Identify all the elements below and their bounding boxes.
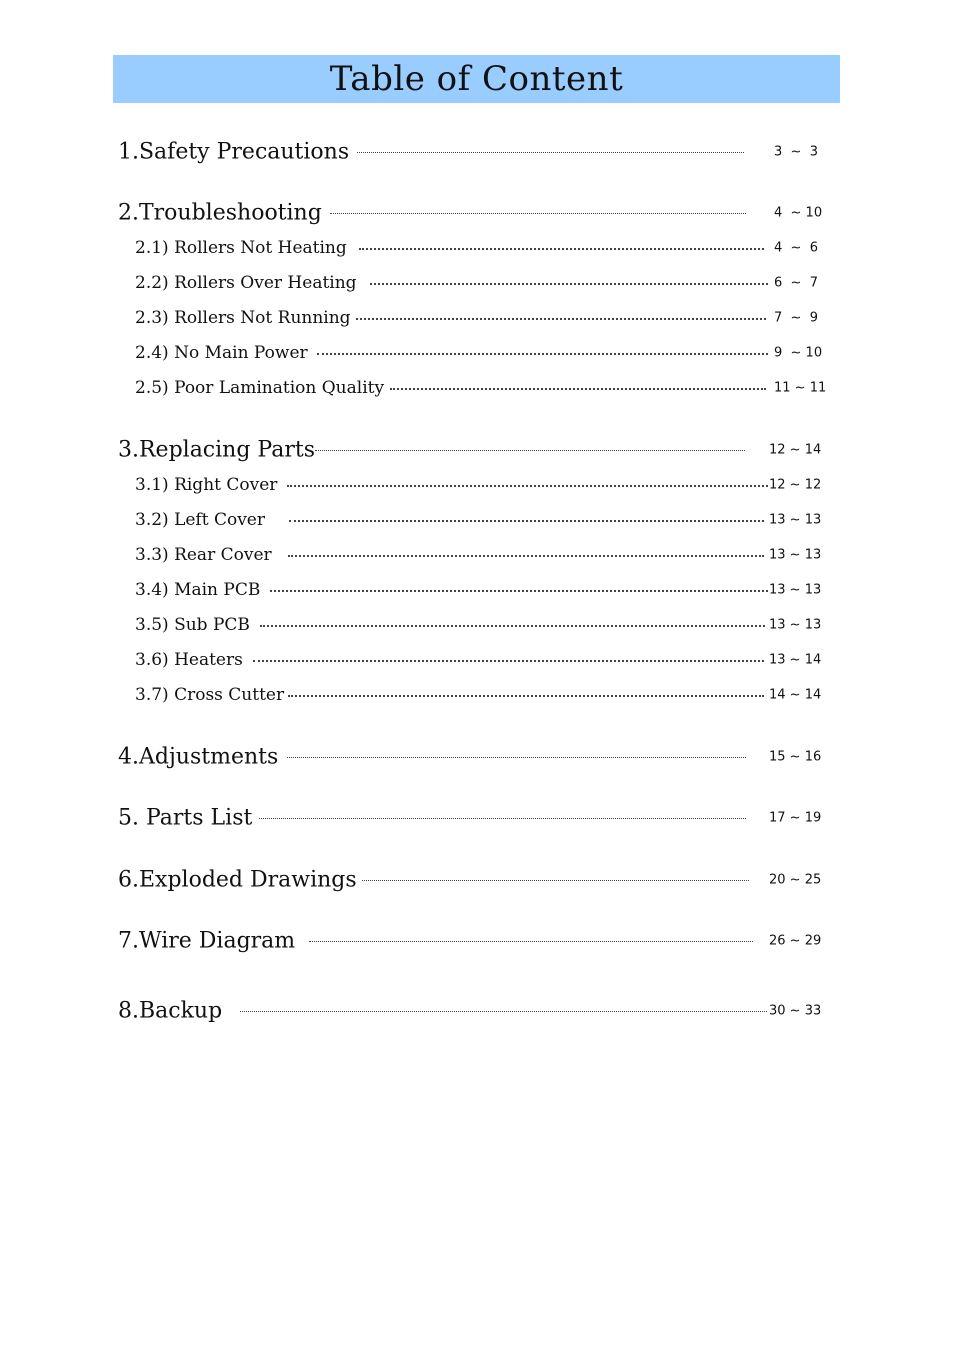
toc-entry-label: 3.5) Sub PCB	[135, 615, 250, 635]
toc-leader-dots	[287, 757, 746, 758]
toc-entry-label: 8.Backup	[118, 998, 223, 1024]
toc-entry-label: 3.1) Right Cover	[135, 475, 278, 495]
toc-page-range: 13 ~ 13	[769, 512, 822, 528]
toc-entry-label: 3.4) Main PCB	[135, 580, 261, 600]
toc-entry-label: 7.Wire Diagram	[118, 928, 296, 954]
toc-page-range: 13 ~ 14	[769, 652, 822, 668]
toc-page-range: 6 ~ 7	[774, 275, 818, 291]
title-banner	[113, 55, 840, 103]
toc-section	[0, 435, 954, 465]
toc-page-range: 9 ~ 10	[774, 345, 823, 361]
toc-leader-dots	[288, 555, 764, 557]
toc-subsection	[0, 505, 954, 535]
toc-section	[0, 803, 954, 833]
toc-page-range: 13 ~ 13	[769, 547, 822, 563]
toc-entry-label: 1.Safety Precautions	[118, 139, 350, 165]
toc-page-range: 30 ~ 33	[769, 1003, 822, 1019]
toc-subsection	[0, 373, 954, 403]
toc-leader-dots	[260, 625, 765, 627]
page-title: Table of Content	[329, 59, 624, 99]
toc-page-range: 26 ~ 29	[769, 933, 822, 949]
toc-page-range: 13 ~ 13	[769, 582, 822, 598]
toc-leader-dots	[240, 1011, 767, 1012]
toc-leader-dots	[359, 248, 764, 250]
toc-leader-dots	[270, 590, 768, 592]
toc-leader-dots	[287, 485, 768, 487]
toc-entry-label: 2.1) Rollers Not Heating	[135, 238, 347, 258]
toc-leader-dots	[362, 880, 749, 881]
toc-leader-dots	[259, 818, 746, 819]
toc-page-range: 4 ~ 6	[774, 240, 818, 256]
toc-subsection	[0, 338, 954, 368]
toc-page-range: 17 ~ 19	[769, 810, 822, 826]
toc-subsection	[0, 303, 954, 333]
toc-leader-dots	[357, 152, 744, 153]
toc-entry-label: 2.5) Poor Lamination Quality	[135, 378, 385, 398]
toc-leader-dots	[309, 941, 753, 942]
toc-leader-dots	[356, 318, 766, 320]
toc-page-range: 14 ~ 14	[769, 687, 822, 703]
toc-page-range: 12 ~ 14	[769, 442, 822, 458]
toc-page-range: 20 ~ 25	[769, 872, 822, 888]
toc-page-range: 15 ~ 16	[769, 749, 822, 765]
toc-subsection	[0, 575, 954, 605]
toc-page-range: 3 ~ 3	[774, 144, 818, 160]
toc-section	[0, 742, 954, 772]
toc-section	[0, 865, 954, 895]
toc-entry-label: 4.Adjustments	[118, 744, 279, 770]
toc-section	[0, 198, 954, 228]
toc-page-range: 11 ~ 11	[774, 380, 827, 396]
toc-leader-dots	[315, 450, 745, 451]
toc-leader-dots	[288, 695, 764, 697]
toc-page-range: 12 ~ 12	[769, 477, 822, 493]
toc-leader-dots	[317, 353, 768, 355]
toc-page-range: 13 ~ 13	[769, 617, 822, 633]
toc-leader-dots	[390, 388, 766, 390]
toc-subsection	[0, 680, 954, 710]
toc-page-range: 7 ~ 9	[774, 310, 818, 326]
toc-entry-label: 2.4) No Main Power	[135, 343, 308, 363]
toc-section	[0, 996, 954, 1026]
toc-entry-label: 3.6) Heaters	[135, 650, 243, 670]
toc-entry-label: 3.3) Rear Cover	[135, 545, 272, 565]
toc-subsection	[0, 540, 954, 570]
toc-entry-label: 3.2) Left Cover	[135, 510, 265, 530]
toc-subsection	[0, 610, 954, 640]
toc-page-range: 4 ~ 10	[774, 205, 823, 221]
toc-subsection	[0, 233, 954, 263]
toc-entry-label: 6.Exploded Drawings	[118, 867, 357, 893]
toc-entry-label: 3.Replacing Parts	[118, 437, 315, 463]
toc-section	[0, 137, 954, 167]
toc-leader-dots	[370, 283, 768, 285]
toc-leader-dots	[289, 520, 764, 522]
toc-entry-label: 3.7) Cross Cutter	[135, 685, 285, 705]
toc-entry-label: 2.3) Rollers Not Running	[135, 308, 351, 328]
toc-section	[0, 926, 954, 956]
toc-leader-dots	[330, 213, 746, 214]
toc-entry-label: 2.Troubleshooting	[118, 200, 322, 226]
toc-subsection	[0, 645, 954, 675]
toc-subsection	[0, 470, 954, 500]
toc-subsection	[0, 268, 954, 298]
toc-entry-label: 2.2) Rollers Over Heating	[135, 273, 357, 293]
toc-entry-label: 5. Parts List	[118, 805, 253, 831]
toc-leader-dots	[253, 660, 764, 662]
